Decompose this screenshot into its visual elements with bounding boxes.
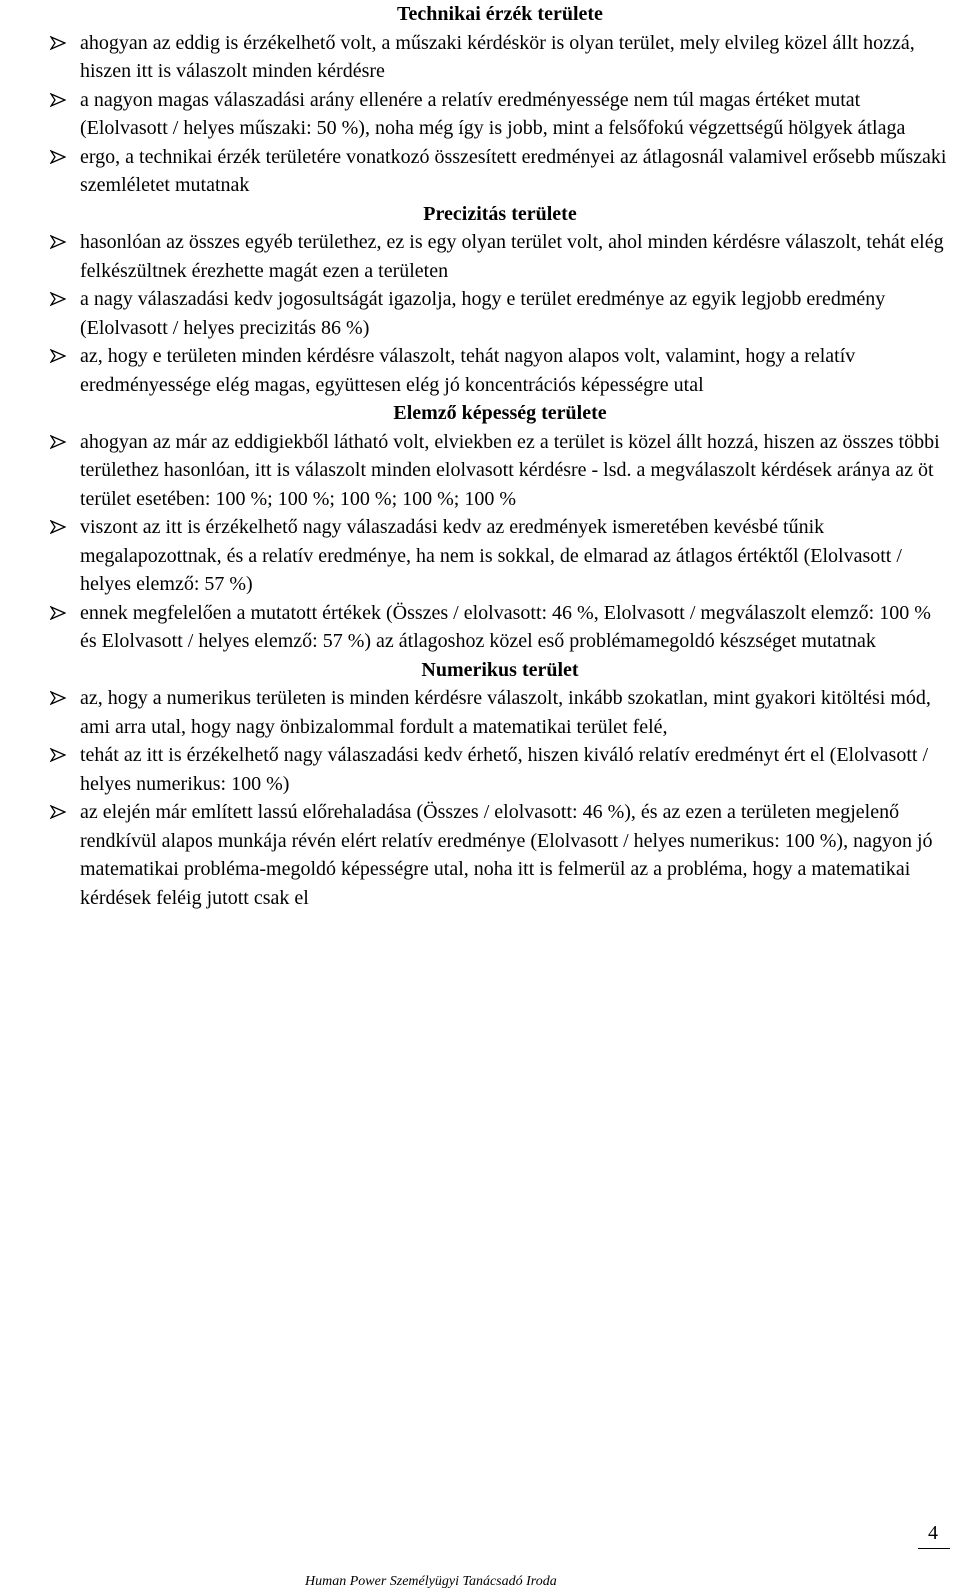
list-item-text: ennek megfelelően a mutatott értékek (Összes / elolvasott: 46 %, Elolvasott / megválaszolt elemző: 100 % és Elolvasott / helyes elemző: 57 %) az átlagoshoz közel eső problémamegoldó készséget mutatnak [80, 601, 931, 652]
list-item [50, 143, 950, 200]
list-item-text: az, hogy e területen minden kérdésre válaszolt, tehát nagyon alapos volt, valamint, hogy a relatív eredményessége elég magas, együttesen elég jó koncentrációs képességre utal [80, 345, 856, 396]
arrow-bullet-icon [50, 349, 66, 363]
list-item-text: ahogyan az eddig is érzékelhető volt, a műszaki kérdéskör is olyan terület, mely elvileg közel állt hozzá, hiszen itt is válaszolt minden kérdésre [80, 31, 915, 82]
list-item [50, 86, 950, 143]
list-item [50, 228, 950, 285]
arrow-bullet-icon [50, 520, 66, 534]
list-item-text: az elején már említett lassú előrehaladása (Összes / elolvasott: 46 %), és az ezen a területen megjelenő rendkívül alapos munkája révén elért relatív eredménye (Elolvasott / helyes numerikus: 100 %), nagyon jó matematikai probléma-megoldó képességre utal, noha itt is felmerül az a probléma, hogy a matematikai kérdések feléig jutott csak el [80, 801, 933, 909]
arrow-bullet-icon [50, 93, 66, 107]
arrow-bullet-icon [50, 435, 66, 449]
arrow-bullet-icon [50, 748, 66, 762]
list-item-text: tehát az itt is érzékelhető nagy válaszadási kedv érhető, hiszen kiváló relatív eredményt ért el (Elolvasott / helyes numerikus: 100 %) [80, 744, 928, 795]
list-item-text: ergo, a technikai érzék területére vonatkozó összesített eredményei az átlagosnál valamivel erősebb műszaki szemléletet mutatnak [80, 145, 947, 196]
section-heading-elemzo: Elemző képesség területe [393, 402, 607, 424]
list-item [50, 599, 950, 656]
footer-rule [918, 1548, 950, 1549]
page-number: 4 [928, 1522, 938, 1544]
list-item-text: az, hogy a numerikus területen is minden kérdésre válaszolt, inkább szokatlan, mint gyakori kitöltési mód, ami arra utal, hogy nagy önbizalommal fordult a matematikai terület felé, [80, 687, 931, 738]
arrow-bullet-icon [50, 691, 66, 705]
arrow-bullet-icon [50, 606, 66, 620]
list-item [50, 428, 950, 514]
bullet-list-technikai [50, 29, 950, 200]
list-item [50, 342, 950, 399]
footer-text: Human Power Személyügyi Tanácsadó Iroda [305, 1574, 557, 1589]
list-item-text: viszont az itt is érzékelhető nagy válaszadási kedv az eredmények ismeretében kevésbé tűnik megalapozottnak, és a relatív eredménye, ha nem is sokkal, de elmarad az átlagos értéktől (Elolvasott / helyes elemző: 57 %) [80, 516, 902, 595]
bullet-list-numerikus [50, 684, 950, 912]
list-item-text: a nagyon magas válaszadási arány ellenére a relatív eredményessége nem túl magas értéket mutat (Elolvasott / helyes műszaki: 50 %), noha még így is jobb, mint a felsőfokú végzettségű hölgyek átlaga [80, 88, 906, 139]
arrow-bullet-icon [50, 150, 66, 164]
arrow-bullet-icon [50, 36, 66, 50]
list-item [50, 798, 950, 912]
list-item-text: ahogyan az már az eddigiekből látható volt, elviekben ez a terület is közel állt hozzá, hiszen az összes többi területhez hasonlóan, itt is válaszolt minden elolvasott kérdésre - lsd. a megválaszolt kérdések aránya az öt terület esetében: 100 %; 100 %; 100 %; 100 %; 100 % [80, 430, 940, 510]
section-heading-precizitas: Precizitás területe [423, 202, 577, 225]
bullet-list-elemzo [50, 428, 950, 656]
bullet-list-precizitas [50, 228, 950, 399]
arrow-bullet-icon [50, 292, 66, 306]
list-item [50, 29, 950, 86]
arrow-bullet-icon [50, 805, 66, 819]
list-item [50, 513, 950, 599]
document-body [50, 0, 950, 912]
list-item-text: hasonlóan az összes egyéb területhez, ez is egy olyan terület volt, ahol minden kérdésre válaszolt, tehát elég felkészültnek érezhette magát ezen a területen [80, 231, 944, 282]
list-item [50, 285, 950, 342]
list-item [50, 741, 950, 798]
section-heading-numerikus: Numerikus terület [421, 658, 579, 681]
section-heading-technikai: Technikai érzék területe [397, 3, 603, 25]
list-item-text: a nagy válaszadási kedv jogosultságát igazolja, hogy e terület eredménye az egyik legjobb eredmény (Elolvasott / helyes precizitás 86 %) [80, 288, 886, 339]
list-item [50, 684, 950, 741]
arrow-bullet-icon [50, 235, 66, 249]
